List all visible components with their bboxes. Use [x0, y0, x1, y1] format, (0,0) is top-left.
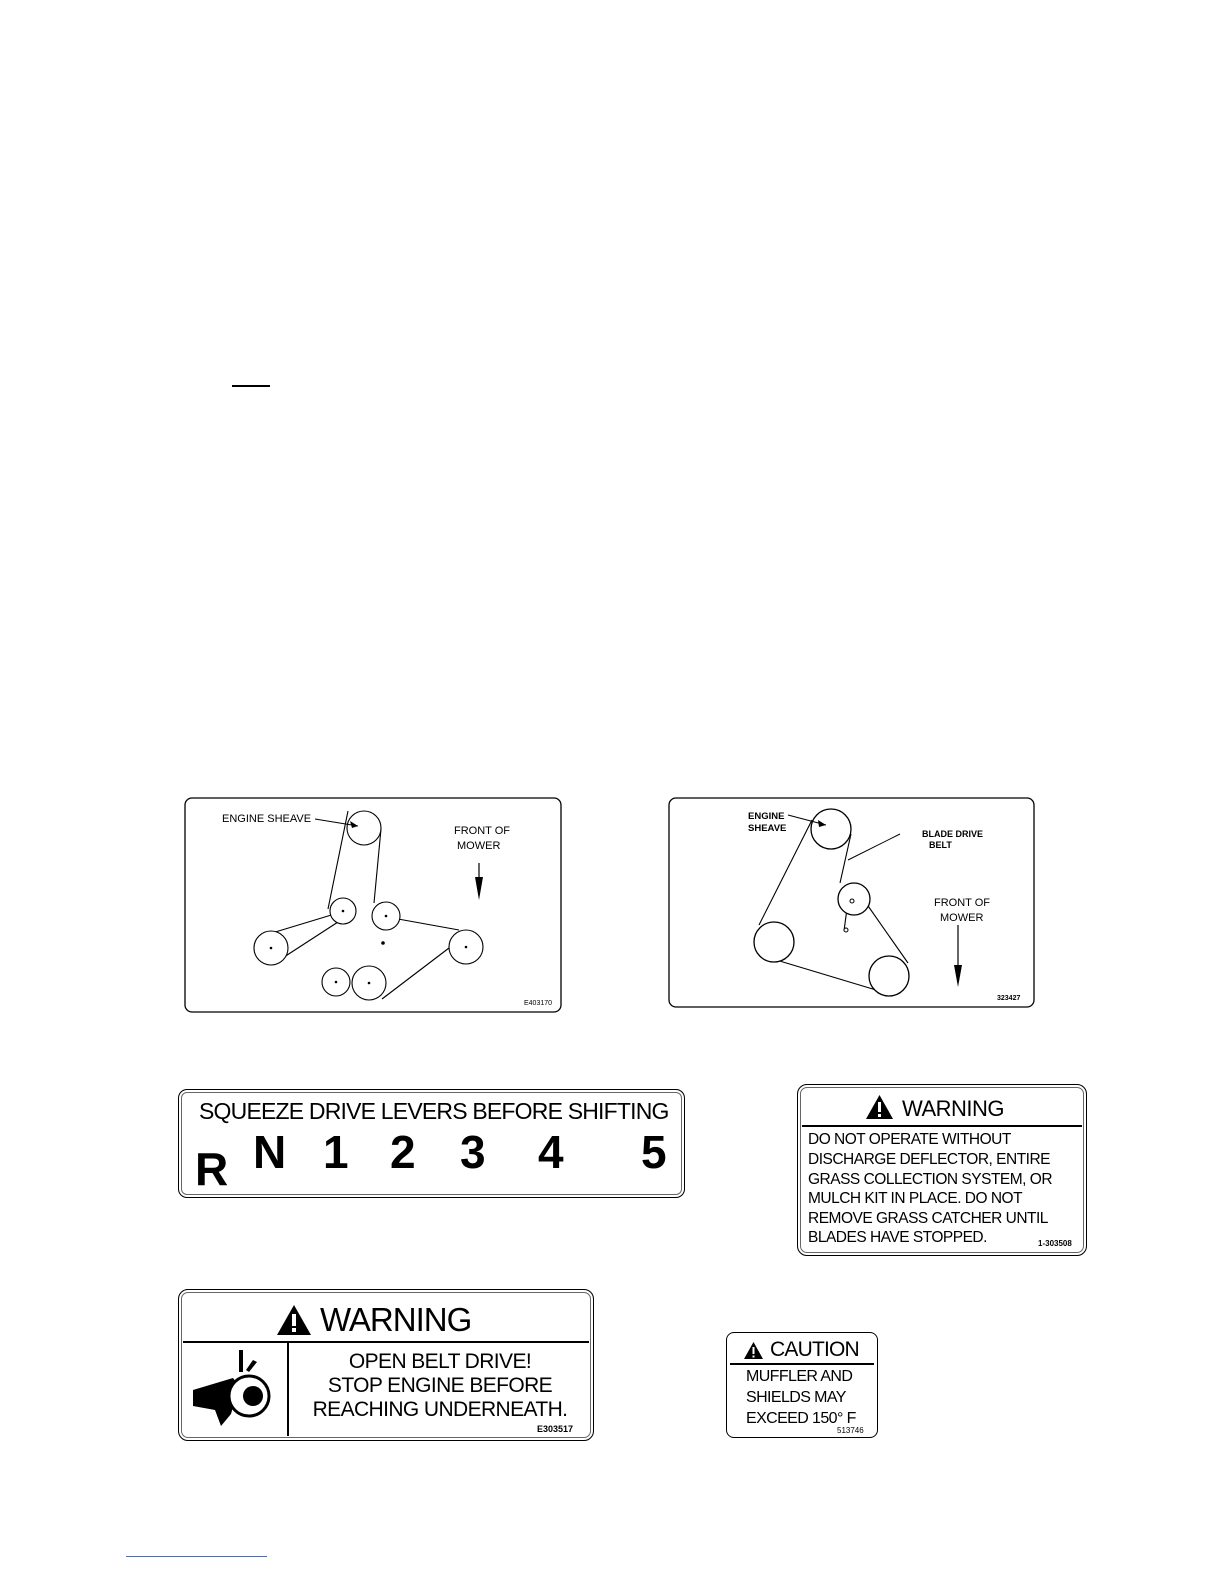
sheave-label: SHEAVE	[748, 823, 787, 834]
footnote-separator	[126, 1556, 267, 1557]
decal-code: E303517	[537, 1424, 574, 1434]
gear-2: 2	[390, 1126, 416, 1178]
gear-N: N	[253, 1126, 287, 1178]
warning-discharge-decal	[797, 1084, 1087, 1256]
engine-label: ENGINE	[748, 811, 785, 822]
caution-line: SHIELDS MAY	[746, 1389, 846, 1406]
underline-mark	[232, 385, 270, 387]
belt-diagram-2	[668, 797, 1035, 1008]
spindle-pulley-right	[869, 956, 909, 996]
warning-line: REMOVE GRASS CATCHER UNTIL	[808, 1210, 1048, 1227]
engine-sheave-label: ENGINE SHEAVE	[222, 813, 312, 825]
hand-entanglement-icon	[191, 1348, 281, 1430]
gear-R: R	[195, 1143, 229, 1195]
caution-heading: CAUTION	[770, 1338, 859, 1361]
shift-decal	[178, 1089, 685, 1198]
warning-line: BLADES HAVE STOPPED.	[808, 1229, 987, 1246]
belt-label: BELT	[929, 840, 952, 850]
warning-line: STOP ENGINE BEFORE	[327, 1374, 553, 1397]
diagram-code: 323427	[997, 995, 1021, 1002]
shift-decal-title: SQUEEZE DRIVE LEVERS BEFORE SHIFTING	[199, 1098, 669, 1124]
warning-triangle-icon	[865, 1094, 894, 1120]
pivot-point	[850, 899, 854, 903]
decal-code: 1-303508	[1038, 1239, 1072, 1248]
gear-4: 4	[538, 1126, 564, 1178]
gear-3: 3	[460, 1126, 486, 1178]
front-of-label: FRONT OF	[934, 897, 991, 909]
warning-triangle-icon	[743, 1341, 764, 1360]
warning-line: OPEN BELT DRIVE!	[348, 1350, 532, 1373]
warning-heading: WARNING	[902, 1096, 1005, 1121]
warning-heading: WARNING	[320, 1301, 472, 1338]
heading-divider	[183, 1341, 589, 1343]
warning-line: REACHING UNDERNEATH.	[312, 1398, 568, 1421]
engine-sheave-pulley	[811, 809, 851, 849]
heading-divider	[802, 1125, 1082, 1127]
gear-5: 5	[641, 1126, 667, 1178]
engine-sheave-pulley	[347, 811, 381, 845]
gear-1: 1	[323, 1126, 349, 1178]
mower-label: MOWER	[940, 912, 984, 924]
front-of-label: FRONT OF	[454, 825, 511, 837]
spindle-pulley-left	[754, 922, 794, 962]
warning-belt-decal	[178, 1289, 594, 1441]
caution-line: MUFFLER AND	[746, 1368, 853, 1385]
pivot-point	[844, 928, 848, 932]
warning-line: DISCHARGE DEFLECTOR, ENTIRE	[808, 1151, 1051, 1168]
heading-divider	[730, 1363, 874, 1365]
mower-label: MOWER	[457, 840, 501, 852]
caution-muffler-decal	[726, 1332, 878, 1438]
belt-diagram-1	[184, 797, 562, 1013]
warning-triangle-icon	[276, 1304, 312, 1336]
blade-drive-label: BLADE DRIVE	[922, 829, 984, 839]
diagram-code: E403170	[524, 1000, 553, 1007]
warning-line: MULCH KIT IN PLACE. DO NOT	[808, 1190, 1023, 1207]
warning-line: DO NOT OPERATE WITHOUT	[808, 1131, 1011, 1148]
idler-pulley	[838, 883, 870, 915]
decal-code: 513746	[837, 1426, 864, 1435]
caution-line: EXCEED 150° F	[746, 1410, 856, 1427]
warning-line: GRASS COLLECTION SYSTEM, OR	[808, 1171, 1053, 1188]
